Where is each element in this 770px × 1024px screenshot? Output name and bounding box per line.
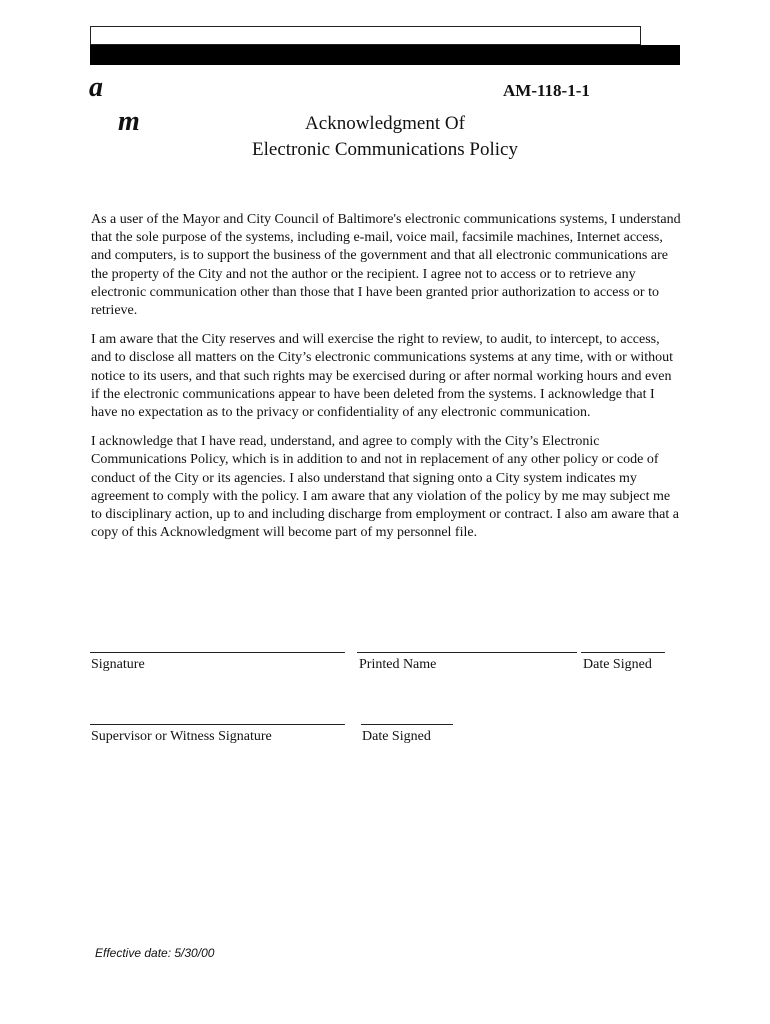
date-signed-line[interactable] — [581, 652, 665, 653]
logo-letter-bottom: m — [118, 106, 140, 137]
header-bar — [90, 45, 680, 65]
printed-name-line[interactable] — [357, 652, 577, 653]
paragraph-city-rights: I am aware that the City reserves and will exercise the right to review, to audit, to intercept, to access, and to disclose all matters on the City’s electronic communications systems at any time, with or without notice to its users, and that such rights may be exercised during or after normal working hours and even if the electronic communications appear to have been deleted from the systems. I acknowledge that I have no expectation as to the privacy or confidentiality of any electronic communication. — [91, 332, 674, 421]
title-line-1: Acknowledgment Of — [305, 113, 465, 134]
paragraph-agreement: I acknowledge that I have read, understand, and agree to comply with the City’s Electronic Communications Policy, which is in addition to and not in replacement of any other policy or code of conduct of the City or its agencies. I also understand that signing onto a City system indicates my agreement to comply with the policy. I am aware that any violation of the policy by me may subject me to disciplinary action, up to and including discharge from employment or contract. I also am aware that a copy of this Acknowledgment will become part of my personnel file. — [91, 434, 679, 541]
paragraph-user-purpose: As a user of the Mayor and City Council of Baltimore's electronic communications systems, I understand that the sole purpose of the systems, including e-mail, voice mail, facsimile machines, Internet access, and computers, is to support the business of the government and that all electronic communications are the property of the City and not the author or the recipient. I agree not to access or to retrieve any electronic communication other than those that I have been granted prior authorization to access or to retrieve. — [91, 212, 681, 319]
signature-line[interactable] — [90, 652, 345, 653]
logo-letter-top: a — [89, 72, 103, 103]
document-title — [160, 111, 610, 163]
supervisor-signature-line[interactable] — [90, 724, 345, 725]
signature-label: Signature — [91, 657, 145, 672]
header-box — [90, 26, 641, 45]
effective-date: Effective date: 5/30/00 — [95, 946, 215, 960]
supervisor-signature-label: Supervisor or Witness Signature — [91, 729, 272, 744]
date-signed-label: Date Signed — [583, 657, 652, 672]
form-code: AM-118-1-1 — [503, 81, 590, 100]
title-line-2: Electronic Communications Policy — [252, 139, 518, 160]
printed-name-label: Printed Name — [359, 657, 437, 672]
supervisor-date-line[interactable] — [361, 724, 453, 725]
policy-body — [91, 211, 683, 553]
supervisor-date-label: Date Signed — [362, 729, 431, 744]
